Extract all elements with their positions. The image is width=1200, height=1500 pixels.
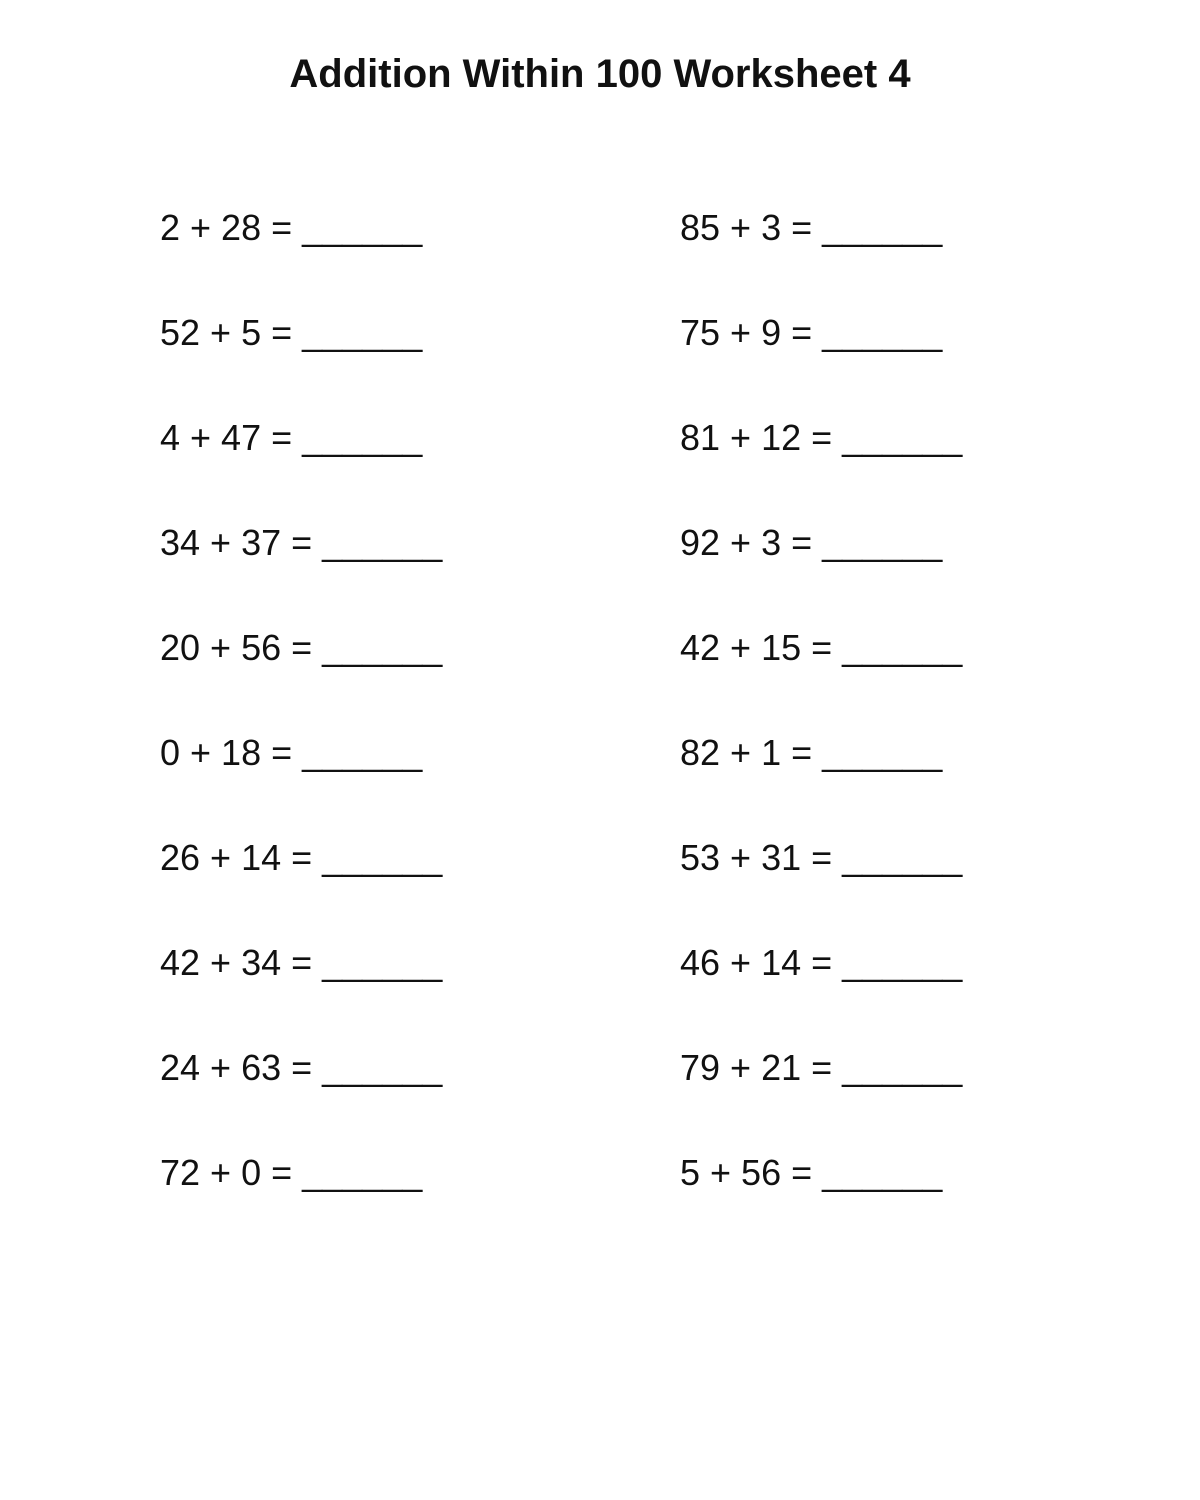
problem-item: 20 + 56 = ______ — [160, 627, 443, 668]
problem-item: 2 + 28 = ______ — [160, 207, 423, 248]
problem-item: 52 + 5 = ______ — [160, 312, 423, 353]
problem-item: 75 + 9 = ______ — [680, 312, 943, 353]
problem-item: 92 + 3 = ______ — [680, 522, 943, 563]
problem-item: 26 + 14 = ______ — [160, 837, 443, 878]
problem-item: 42 + 34 = ______ — [160, 942, 443, 983]
problem-item: 0 + 18 = ______ — [160, 732, 423, 773]
problem-item: 82 + 1 = ______ — [680, 732, 943, 773]
problem-item: 5 + 56 = ______ — [680, 1152, 943, 1193]
problem-item: 46 + 14 = ______ — [680, 942, 963, 983]
problem-item: 4 + 47 = ______ — [160, 417, 423, 458]
problem-item: 42 + 15 = ______ — [680, 627, 963, 668]
problem-item: 34 + 37 = ______ — [160, 522, 443, 563]
problem-item: 53 + 31 = ______ — [680, 837, 963, 878]
worksheet-title: Addition Within 100 Worksheet 4 — [289, 52, 911, 96]
problem-item: 79 + 21 = ______ — [680, 1047, 963, 1088]
problem-item: 85 + 3 = ______ — [680, 207, 943, 248]
problem-item: 72 + 0 = ______ — [160, 1152, 423, 1193]
problem-item: 81 + 12 = ______ — [680, 417, 963, 458]
problem-item: 24 + 63 = ______ — [160, 1047, 443, 1088]
